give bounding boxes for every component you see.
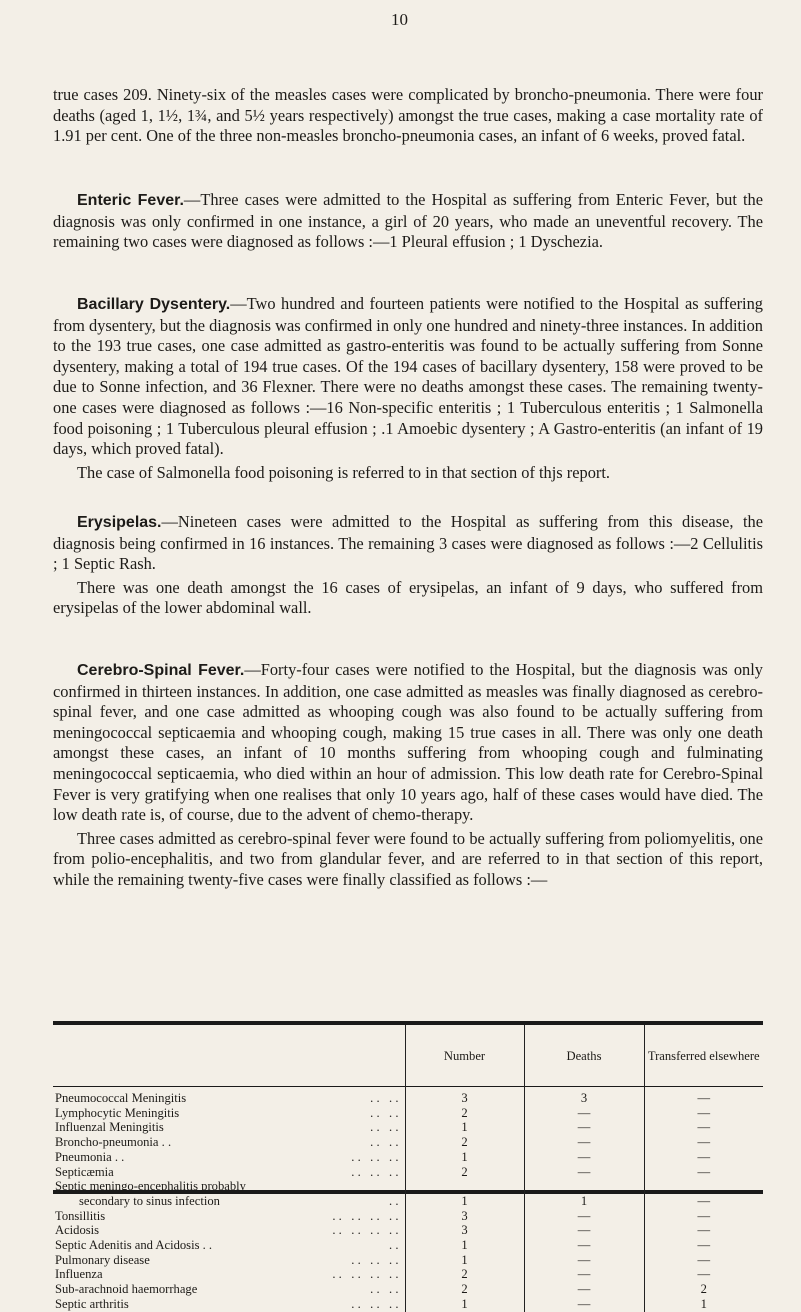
- cell-number: 3: [405, 1223, 524, 1238]
- cell-number: 1: [405, 1150, 524, 1165]
- row-label: Sub-arachnoid haemorrhage: [55, 1282, 198, 1297]
- row-leader-dots: . . . . . . . .: [332, 1208, 399, 1223]
- row-label-cell: [53, 1120, 405, 1135]
- cell-number: 2: [405, 1135, 524, 1150]
- erysipelas-heading: Erysipelas.: [77, 514, 162, 531]
- cell-transferred: —: [644, 1087, 763, 1106]
- row-label-cell: [53, 1238, 405, 1253]
- cell-transferred: —: [644, 1267, 763, 1282]
- cell-transferred: [644, 1179, 763, 1194]
- row-label-cell: [53, 1150, 405, 1165]
- measles-paragraph: true cases 209. Ninety-six of the measles cases were complicated by broncho-pneumonia. There were four deaths (aged 1, 1½, 1¾, and 5½ years respectively) amongst the true cases, making a case mortality rate of 1.91 per cent. One of the three non-measles broncho-pneumonia cases, an infant of 6 weeks, proved fatal.: [53, 85, 763, 146]
- cell-deaths: —: [524, 1135, 644, 1150]
- enteric-fever-section: [53, 190, 763, 253]
- cell-number: 2: [405, 1106, 524, 1121]
- classification-table: [53, 1025, 763, 1312]
- cerebro-spinal-fever-body: —Forty-four cases were notified to the Hospital, but the diagnosis was only confirmed in thirteen instances. In addition, one case admitted as measles was finally diagnosed as cerebro-spinal fever, and one case admitted as whooping cough was also found to be actually suffering from meningococcal septicaemia and whooping cough, making 15 true cases in all. There was only one death amongst these cases, an infant of 10 months suffering from whooping cough and fulminating meningococcal septicaemia, who died within an hour of admission. This low death rate for Cerebro-Spinal Fever is very gratifying when one realises that only 10 years ago, half of these cases would have died. The low death rate is, of course, due to the advent of chemo-therapy.: [53, 660, 764, 825]
- cell-number: 2: [405, 1165, 524, 1180]
- header-label-column: [53, 1025, 405, 1087]
- cell-number: 3: [405, 1087, 524, 1106]
- table-body: [53, 1087, 763, 1312]
- table-row: [53, 1179, 763, 1194]
- enteric-fever-body: —Three cases were admitted to the Hospital as suffering from Enteric Fever, but the diagnosis was only confirmed in one instance, a girl of 20 years, who made an uneventful recovery. The remaining two cases were diagnosed as follows :—1 Pleural effusion ; 1 Dyschezia.: [53, 190, 763, 252]
- cell-number: 2: [405, 1267, 524, 1282]
- bacillary-dysentery-heading: Bacillary Dysentery.: [77, 296, 231, 313]
- row-label-cell: [53, 1282, 405, 1297]
- row-leader-dots: . . . .: [370, 1105, 399, 1120]
- row-label: Septic meningo-encephalitis probably: [55, 1179, 246, 1194]
- table-row: [53, 1253, 763, 1268]
- row-leader-dots: . .: [389, 1238, 399, 1253]
- cell-deaths: —: [524, 1209, 644, 1224]
- table-row: [53, 1150, 763, 1165]
- row-leader-dots: . . . .: [370, 1120, 399, 1135]
- cerebro-spinal-fever-section: [53, 660, 763, 891]
- row-label-cell: [53, 1223, 405, 1238]
- cell-deaths: —: [524, 1297, 644, 1312]
- bacillary-dysentery-body: —Two hundred and fourteen patients were notified to the Hospital as suffering from dysentery, but the diagnosis was confirmed in only one hundred and ninety-three instances. In addition to the 193 true cases, one case admitted as gastro-enteritis was found to be actually suffering from Sonne dysentery, making a total of 194 true cases. Of the 194 cases of bacillary dysentery, 158 were proved to be due to Sonne infection, and 36 Flexner. There were no deaths amongst these cases. The remaining twenty-one cases were diagnosed as follows :—16 Non-specific enteritis ; 1 Tuberculous enteritis ; 1 Salmonella food poisoning ; 1 Tuberculous pleural effusion ; .1 Amoebic dysentery ; A Gastro-enteritis (an infant of 19 days, which proved fatal).: [53, 294, 763, 459]
- row-leader-dots: . . . . . .: [351, 1296, 399, 1311]
- row-leader-dots: . . . .: [370, 1091, 399, 1105]
- cell-deaths: —: [524, 1238, 644, 1253]
- cell-deaths: —: [524, 1150, 644, 1165]
- row-label: Pneumonia . .: [55, 1149, 125, 1164]
- row-label: Influenzal Meningitis: [55, 1120, 164, 1135]
- cell-number: 3: [405, 1209, 524, 1224]
- row-leader-dots: . . . . . . . .: [332, 1267, 399, 1282]
- enteric-fever-heading: Enteric Fever.: [77, 192, 184, 209]
- cell-transferred: —: [644, 1253, 763, 1268]
- cell-number: 1: [405, 1238, 524, 1253]
- header-number: Number: [405, 1025, 524, 1087]
- salmonella-note: The case of Salmonella food poisoning is referred to in that section of thjs report.: [77, 462, 611, 482]
- table-row: [53, 1120, 763, 1135]
- erysipelas-body: —Nineteen cases were admitted to the Hospital as suffering from this disease, the diagnosis being confirmed in 16 instances. The remaining 3 cases were diagnosed as follows :—2 Cellulitis ; 1 Septic Rash.: [53, 512, 763, 574]
- row-label-cell: [53, 1253, 405, 1268]
- row-label: Tonsillitis: [55, 1208, 106, 1223]
- row-label: Lymphocytic Meningitis: [55, 1105, 180, 1120]
- cerebro-spinal-followup: Three cases admitted as cerebro-spinal fever were found to be actually suffering from poliomyelitis, one from polio-encephalitis, and two from glandular fever, and are referred to in that section of this report, while the remaining twenty-five cases were finally classified as follows :—: [53, 828, 763, 889]
- row-label-cell: [53, 1179, 405, 1194]
- table-header-row: [53, 1025, 763, 1087]
- cell-transferred: —: [644, 1135, 763, 1150]
- row-label: Pneumococcal Meningitis: [55, 1091, 187, 1105]
- row-leader-dots: . .: [389, 1193, 399, 1208]
- cell-number: 2: [405, 1282, 524, 1297]
- header-transferred: Transferred elsewhere: [644, 1025, 763, 1087]
- erysipelas-death-note: There was one death amongst the 16 cases of erysipelas, an infant of 9 days, who suffered from erysipelas of the lower abdominal wall.: [53, 577, 763, 618]
- table-row: [53, 1282, 763, 1297]
- cell-number: 1: [405, 1297, 524, 1312]
- row-label: Broncho-pneumonia . .: [55, 1135, 172, 1150]
- row-label-cell: [53, 1165, 405, 1180]
- row-label-cell: [53, 1135, 405, 1150]
- cell-deaths: [524, 1179, 644, 1194]
- row-label-cell: [53, 1106, 405, 1121]
- cell-transferred: 2: [644, 1282, 763, 1297]
- cell-deaths: —: [524, 1106, 644, 1121]
- table-row: [53, 1209, 763, 1224]
- cell-transferred: —: [644, 1209, 763, 1224]
- row-leader-dots: . . . . . .: [351, 1252, 399, 1267]
- row-label-cell: [53, 1267, 405, 1282]
- table-row: [53, 1238, 763, 1253]
- cell-transferred: —: [644, 1238, 763, 1253]
- cell-transferred: —: [644, 1194, 763, 1209]
- row-label-cell: [53, 1209, 405, 1224]
- cell-deaths: —: [524, 1267, 644, 1282]
- row-leader-dots: . . . .: [370, 1135, 399, 1150]
- row-leader-dots: . . . . . .: [351, 1149, 399, 1164]
- cell-number: 1: [405, 1194, 524, 1209]
- row-label: Influenza: [55, 1267, 103, 1282]
- table-row: [53, 1165, 763, 1180]
- table-row: [53, 1267, 763, 1282]
- table-row: [53, 1106, 763, 1121]
- row-label: Pulmonary disease: [55, 1252, 150, 1267]
- cell-transferred: —: [644, 1120, 763, 1135]
- row-label-cell: [53, 1087, 405, 1106]
- cell-deaths: —: [524, 1120, 644, 1135]
- cell-number: 1: [405, 1253, 524, 1268]
- table-row: [53, 1135, 763, 1150]
- row-label: Septicæmia: [55, 1164, 114, 1179]
- cell-deaths: —: [524, 1253, 644, 1268]
- header-deaths: Deaths: [524, 1025, 644, 1087]
- row-leader-dots: . . . .: [370, 1282, 399, 1297]
- row-label-cell: [53, 1297, 405, 1312]
- cell-transferred: —: [644, 1106, 763, 1121]
- cerebro-spinal-fever-heading: Cerebro-Spinal Fever.: [77, 662, 245, 679]
- table-row: [53, 1223, 763, 1238]
- cell-number: [405, 1179, 524, 1194]
- row-leader-dots: . . . . . . . .: [332, 1223, 399, 1238]
- cell-number: 1: [405, 1120, 524, 1135]
- row-label-cell: [53, 1194, 405, 1209]
- cell-deaths: 3: [524, 1087, 644, 1106]
- bacillary-dysentery-section: [53, 294, 763, 483]
- page-number: 10: [391, 10, 408, 29]
- cell-transferred: —: [644, 1165, 763, 1180]
- row-label: secondary to sinus infection: [79, 1193, 220, 1208]
- cell-transferred: —: [644, 1150, 763, 1165]
- table-row: [53, 1297, 763, 1312]
- row-label: Septic Adenitis and Acidosis . .: [55, 1238, 213, 1253]
- row-leader-dots: . . . . . .: [351, 1164, 399, 1179]
- cell-deaths: 1: [524, 1194, 644, 1209]
- cell-deaths: —: [524, 1165, 644, 1180]
- cell-deaths: —: [524, 1223, 644, 1238]
- row-label: Acidosis: [55, 1223, 100, 1238]
- erysipelas-section: [53, 512, 763, 619]
- cell-transferred: 1: [644, 1297, 763, 1312]
- table-row: [53, 1194, 763, 1209]
- table-row: [53, 1087, 763, 1106]
- row-label: Septic arthritis: [55, 1296, 129, 1311]
- cell-transferred: —: [644, 1223, 763, 1238]
- cell-deaths: —: [524, 1282, 644, 1297]
